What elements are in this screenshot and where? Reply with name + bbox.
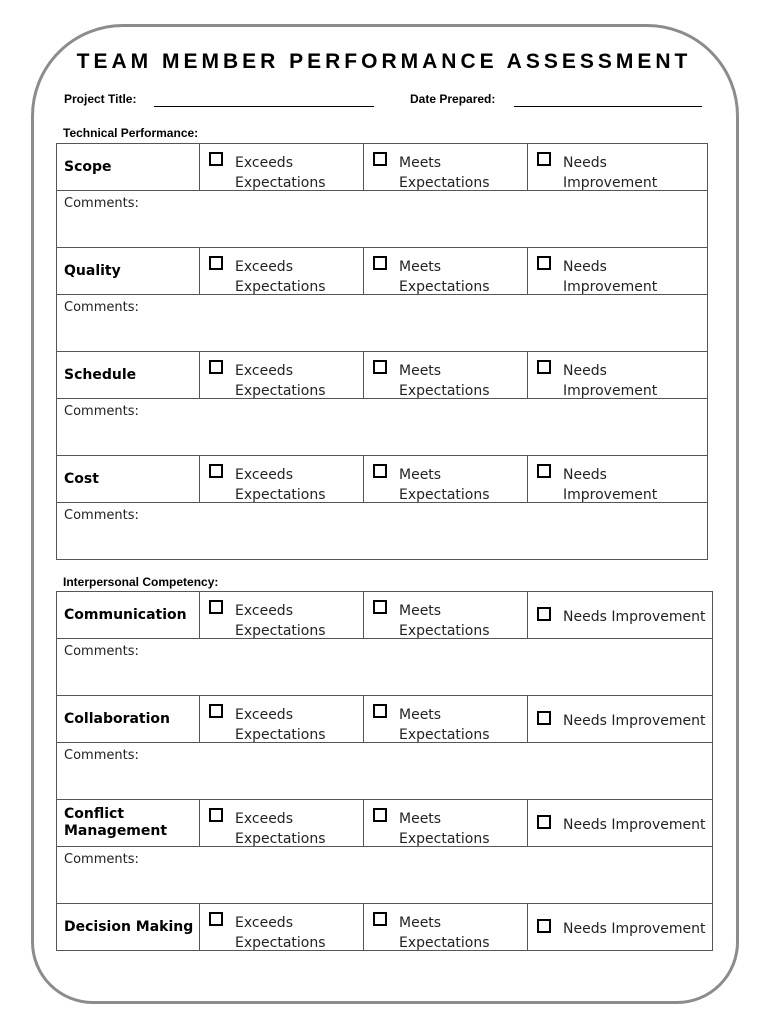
- checkbox[interactable]: [209, 600, 223, 614]
- checkbox[interactable]: [537, 607, 551, 621]
- checkbox[interactable]: [209, 808, 223, 822]
- checkbox[interactable]: [373, 360, 387, 374]
- checkbox[interactable]: [209, 464, 223, 478]
- interpersonal-section-label: Interpersonal Competency:: [63, 575, 219, 589]
- needs-option[interactable]: Needs Improvement: [528, 456, 707, 502]
- meets-option[interactable]: Meets Expectations: [364, 904, 528, 950]
- category-label: Conflict Management: [57, 800, 200, 846]
- category-label: Decision Making: [57, 904, 200, 950]
- meets-option[interactable]: Meets Expectations: [364, 696, 528, 742]
- project-title-label: Project Title:: [64, 92, 137, 106]
- meets-option[interactable]: Meets Expectations: [364, 800, 528, 846]
- category-label: Communication: [57, 592, 200, 638]
- page-title: TEAM MEMBER PERFORMANCE ASSESSMENT: [76, 50, 692, 73]
- comments-field[interactable]: Comments:: [56, 847, 713, 904]
- checkbox[interactable]: [209, 360, 223, 374]
- meets-option[interactable]: Meets Expectations: [364, 352, 528, 398]
- comments-field[interactable]: Comments:: [56, 399, 708, 456]
- category-label: Schedule: [57, 352, 200, 398]
- rating-row: [56, 456, 708, 503]
- comments-field[interactable]: Comments:: [56, 503, 708, 560]
- needs-option[interactable]: Needs Improvement: [528, 592, 712, 638]
- checkbox[interactable]: [373, 808, 387, 822]
- needs-option[interactable]: Needs Improvement: [528, 248, 707, 294]
- needs-option[interactable]: Needs Improvement: [528, 904, 712, 950]
- checkbox[interactable]: [537, 919, 551, 933]
- rating-row: [56, 248, 708, 295]
- checkbox[interactable]: [373, 464, 387, 478]
- interpersonal-competency-table: [56, 591, 713, 951]
- checkbox[interactable]: [537, 711, 551, 725]
- rating-row: [56, 144, 708, 191]
- checkbox[interactable]: [373, 600, 387, 614]
- exceeds-option[interactable]: Exceeds Expectations: [200, 592, 364, 638]
- exceeds-option[interactable]: Exceeds Expectations: [200, 352, 364, 398]
- checkbox[interactable]: [373, 152, 387, 166]
- exceeds-option[interactable]: Exceeds Expectations: [200, 800, 364, 846]
- rating-row: [56, 800, 713, 847]
- exceeds-option[interactable]: Exceeds Expectations: [200, 456, 364, 502]
- checkbox[interactable]: [209, 256, 223, 270]
- category-label: Quality: [57, 248, 200, 294]
- needs-option[interactable]: Needs Improvement: [528, 352, 707, 398]
- date-prepared-label: Date Prepared:: [410, 92, 496, 106]
- comments-field[interactable]: Comments:: [56, 639, 713, 696]
- meets-option[interactable]: Meets Expectations: [364, 248, 528, 294]
- technical-performance-table: [56, 143, 708, 560]
- comments-field[interactable]: Comments:: [56, 743, 713, 800]
- category-label: Cost: [57, 456, 200, 502]
- meets-option[interactable]: Meets Expectations: [364, 592, 528, 638]
- rating-row: [56, 904, 713, 951]
- needs-option[interactable]: Needs Improvement: [528, 696, 712, 742]
- comments-field[interactable]: Comments:: [56, 191, 708, 248]
- technical-section-label: Technical Performance:: [63, 126, 199, 140]
- exceeds-option[interactable]: Exceeds Expectations: [200, 696, 364, 742]
- exceeds-option[interactable]: Exceeds Expectations: [200, 144, 364, 190]
- checkbox[interactable]: [537, 360, 551, 374]
- category-label: Scope: [57, 144, 200, 190]
- needs-option[interactable]: Needs Improvement: [528, 800, 712, 846]
- checkbox[interactable]: [209, 912, 223, 926]
- checkbox[interactable]: [537, 152, 551, 166]
- exceeds-option[interactable]: Exceeds Expectations: [200, 904, 364, 950]
- meets-option[interactable]: Meets Expectations: [364, 144, 528, 190]
- needs-option[interactable]: Needs Improvement: [528, 144, 707, 190]
- rating-row: [56, 592, 713, 639]
- date-prepared-field[interactable]: [514, 106, 702, 107]
- exceeds-option[interactable]: Exceeds Expectations: [200, 248, 364, 294]
- checkbox[interactable]: [373, 704, 387, 718]
- rating-row: [56, 352, 708, 399]
- comments-field[interactable]: Comments:: [56, 295, 708, 352]
- checkbox[interactable]: [537, 815, 551, 829]
- checkbox[interactable]: [373, 256, 387, 270]
- project-title-field[interactable]: [154, 106, 374, 107]
- checkbox[interactable]: [373, 912, 387, 926]
- checkbox[interactable]: [209, 152, 223, 166]
- meets-option[interactable]: Meets Expectations: [364, 456, 528, 502]
- checkbox[interactable]: [537, 464, 551, 478]
- checkbox[interactable]: [537, 256, 551, 270]
- rating-row: [56, 696, 713, 743]
- category-label: Collaboration: [57, 696, 200, 742]
- checkbox[interactable]: [209, 704, 223, 718]
